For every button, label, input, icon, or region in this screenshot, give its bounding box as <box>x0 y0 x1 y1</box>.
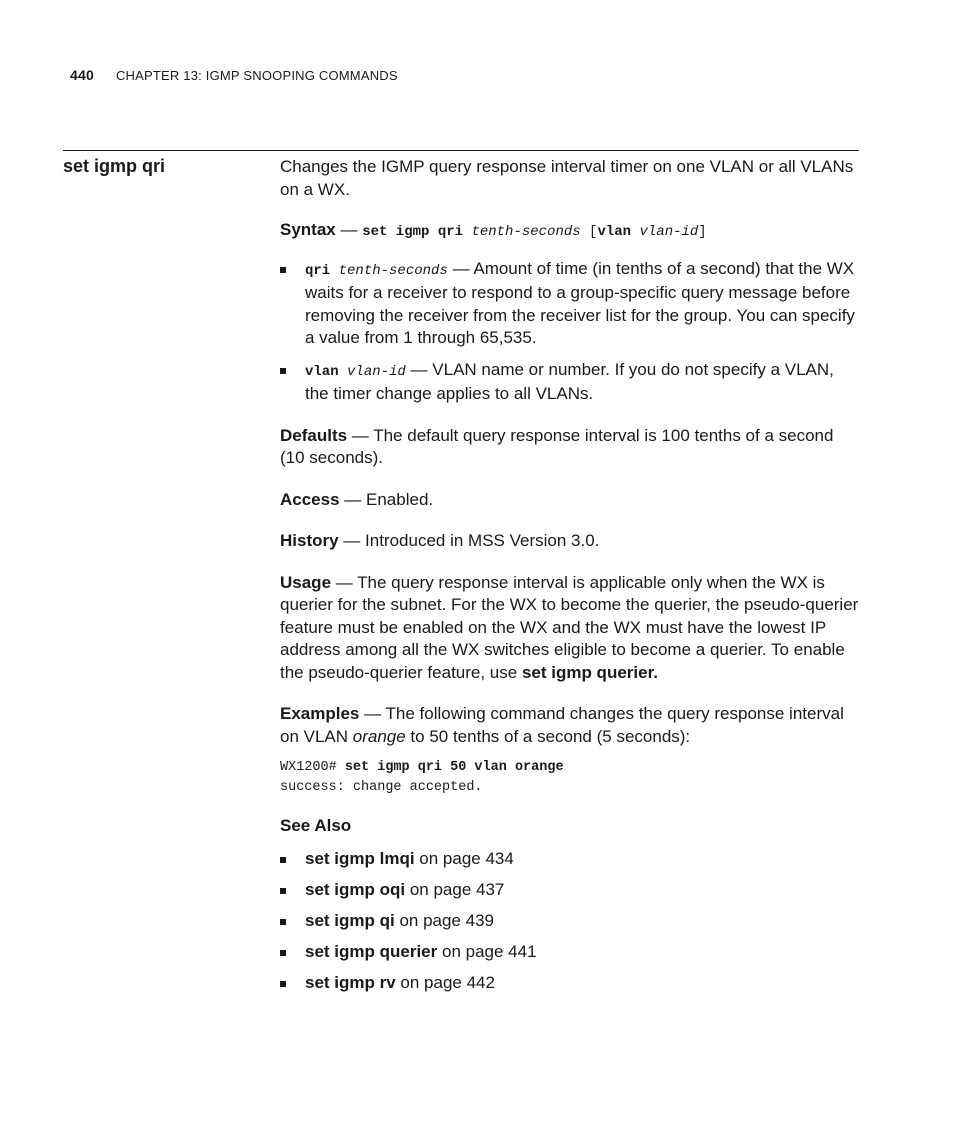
see-also-item: set igmp querier on page 441 <box>280 941 860 964</box>
see-also-item: set igmp rv on page 442 <box>280 972 860 995</box>
syntax-label: Syntax <box>280 220 336 239</box>
syntax-command: set igmp qri tenth-seconds [vlan vlan-id] <box>362 224 707 240</box>
access-paragraph: Access — Enabled. <box>280 489 434 509</box>
defaults-paragraph: Defaults — The default query response interval is 100 tenths of a second (10 seconds). <box>280 425 834 467</box>
see-also-heading: See Also <box>280 816 352 835</box>
param-item: vlan vlan-id — VLAN name or number. If you do not specify a VLAN, the timer change applies to all VLANs. <box>280 359 860 406</box>
chapter-title: CHAPTER 13: IGMP SNOOPING COMMANDS <box>115 68 398 83</box>
running-header <box>70 67 398 83</box>
intro-text: Changes the IGMP query response interval timer on one VLAN or all VLANs on a WX. <box>280 157 854 199</box>
usage-command-ref: set igmp querier. <box>521 662 658 682</box>
cli-output: success: change accepted. <box>280 780 483 795</box>
cli-prompt: WX1200# <box>280 760 345 775</box>
section-body <box>280 156 860 1003</box>
see-also-item: set igmp qi on page 439 <box>280 910 860 933</box>
see-also-item: set igmp lmqi on page 434 <box>280 848 860 871</box>
usage-paragraph: Usage — The query response interval is applicable only when the WX is querier for the subnet. For the WX to become the querier, the pseudo-querier feature must be enabled on the WX and the WX must have the lowest IP address among all the WX switches eligible to become a querier. To enable the pseudo-querier feature, use set igmp querier. <box>280 572 859 682</box>
section-rule <box>63 150 859 151</box>
page-number: 440 <box>70 67 94 83</box>
see-also-list <box>280 848 860 995</box>
history-paragraph: History — Introduced in MSS Version 3.0. <box>280 531 600 550</box>
code-example <box>280 758 860 798</box>
cli-command: set igmp qri 50 vlan orange <box>344 760 564 775</box>
param-item: qri tenth-seconds — Amount of time (in tenths of a second) that the WX waits for a receiver to respond to a group-specific query message before removing the receiver from the receiver list for the group. You can specify a value from 1 through 65,535. <box>280 258 860 350</box>
section-title: set igmp qri <box>63 156 166 176</box>
parameter-list <box>280 258 860 406</box>
see-also-item: set igmp oqi on page 437 <box>280 879 860 902</box>
syntax-line: Syntax — set igmp qri tenth-seconds [vlan vlan-id] <box>280 220 707 240</box>
examples-paragraph: Examples — The following command changes the query response interval on VLAN orange to 50 tenths of a second (5 seconds): <box>280 704 844 746</box>
